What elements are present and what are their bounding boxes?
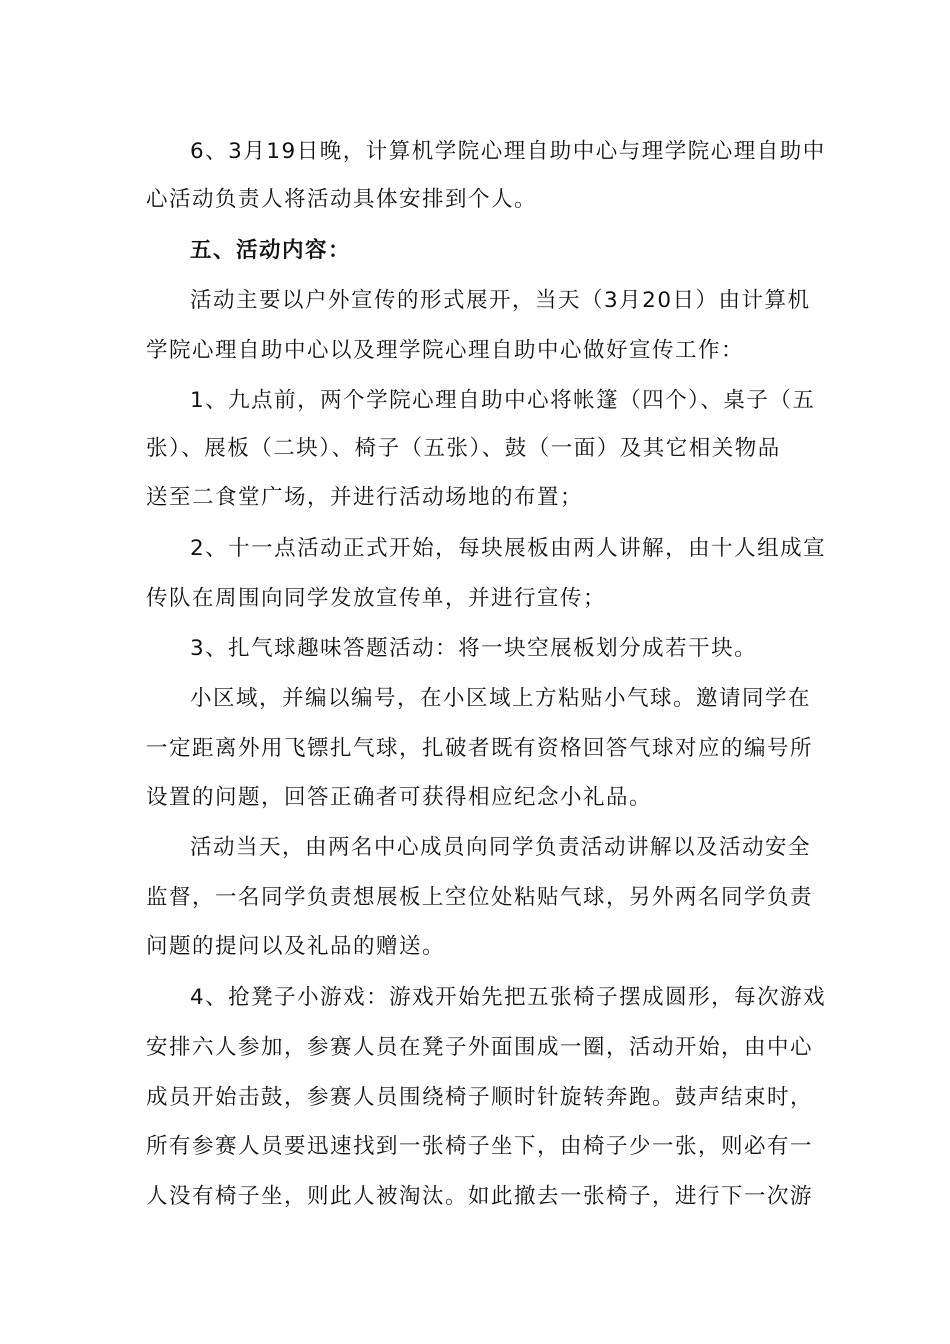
paragraph-line: 小区域，并编以编号，在小区域上方粘贴小气球。邀请同学在	[190, 686, 812, 711]
paragraph-line: 1、九点前，两个学院心理自助中心将帐篷（四个）、桌子（五	[190, 388, 816, 413]
paragraph-line: 6、3月19日晚，计算机学院心理自助中心与理学院心理自助中	[190, 139, 826, 164]
paragraph-line: 传队在周围向同学发放宣传单，并进行宣传；	[146, 586, 607, 611]
paragraph-line: 设置的问题，回答正确者可获得相应纪念小礼品。	[146, 785, 653, 810]
paragraph-line: 人没有椅子坐，则此人被淘汰。如此撤去一张椅子，进行下一次游	[146, 1184, 814, 1209]
section-heading: 五、活动内容：	[190, 238, 352, 263]
paragraph-line: 3、扎气球趣味答题活动：将一块空展板划分成若干块。	[190, 636, 758, 661]
paragraph-line: 成员开始击鼓，参赛人员围绕椅子顺时针旋转奔跑。鼓声结束时，	[146, 1085, 814, 1110]
paragraph-line: 送至二食堂广场，并进行活动场地的布置；	[146, 485, 584, 510]
paragraph-line: 4、抢凳子小游戏：游戏开始先把五张椅子摆成圆形，每次游戏	[190, 985, 827, 1010]
paragraph-line: 一定距离外用飞镖扎气球，扎破者既有资格回答气球对应的编号所	[146, 736, 814, 761]
paragraph-line: 监督，一名同学负责想展板上空位处粘贴气球，另外两名同学负责	[146, 885, 814, 910]
paragraph-line: 张）、展板（二块）、椅子（五张）、鼓（一面）及其它相关物品	[146, 436, 781, 461]
paragraph-line: 问题的提问以及礼品的赠送。	[146, 934, 446, 959]
paragraph-line: 所有参赛人员要迅速找到一张椅子坐下，由椅子少一张，则必有一	[146, 1134, 814, 1159]
paragraph-line: 心活动负责人将活动具体安排到个人。	[146, 187, 538, 212]
paragraph-line: 2、十一点活动正式开始，每块展板由两人讲解，由十人组成宣	[190, 536, 827, 561]
paragraph-line: 活动当天，由两名中心成员向同学负责活动讲解以及活动安全	[190, 835, 812, 860]
paragraph-line: 学院心理自助中心以及理学院心理自助中心做好宣传工作：	[146, 338, 745, 363]
paragraph-line: 安排六人参加，参赛人员在凳子外面围成一圈，活动开始，由中心	[146, 1035, 814, 1060]
paragraph-line: 活动主要以户外宣传的形式展开，当天（3月20日）由计算机	[190, 288, 811, 313]
